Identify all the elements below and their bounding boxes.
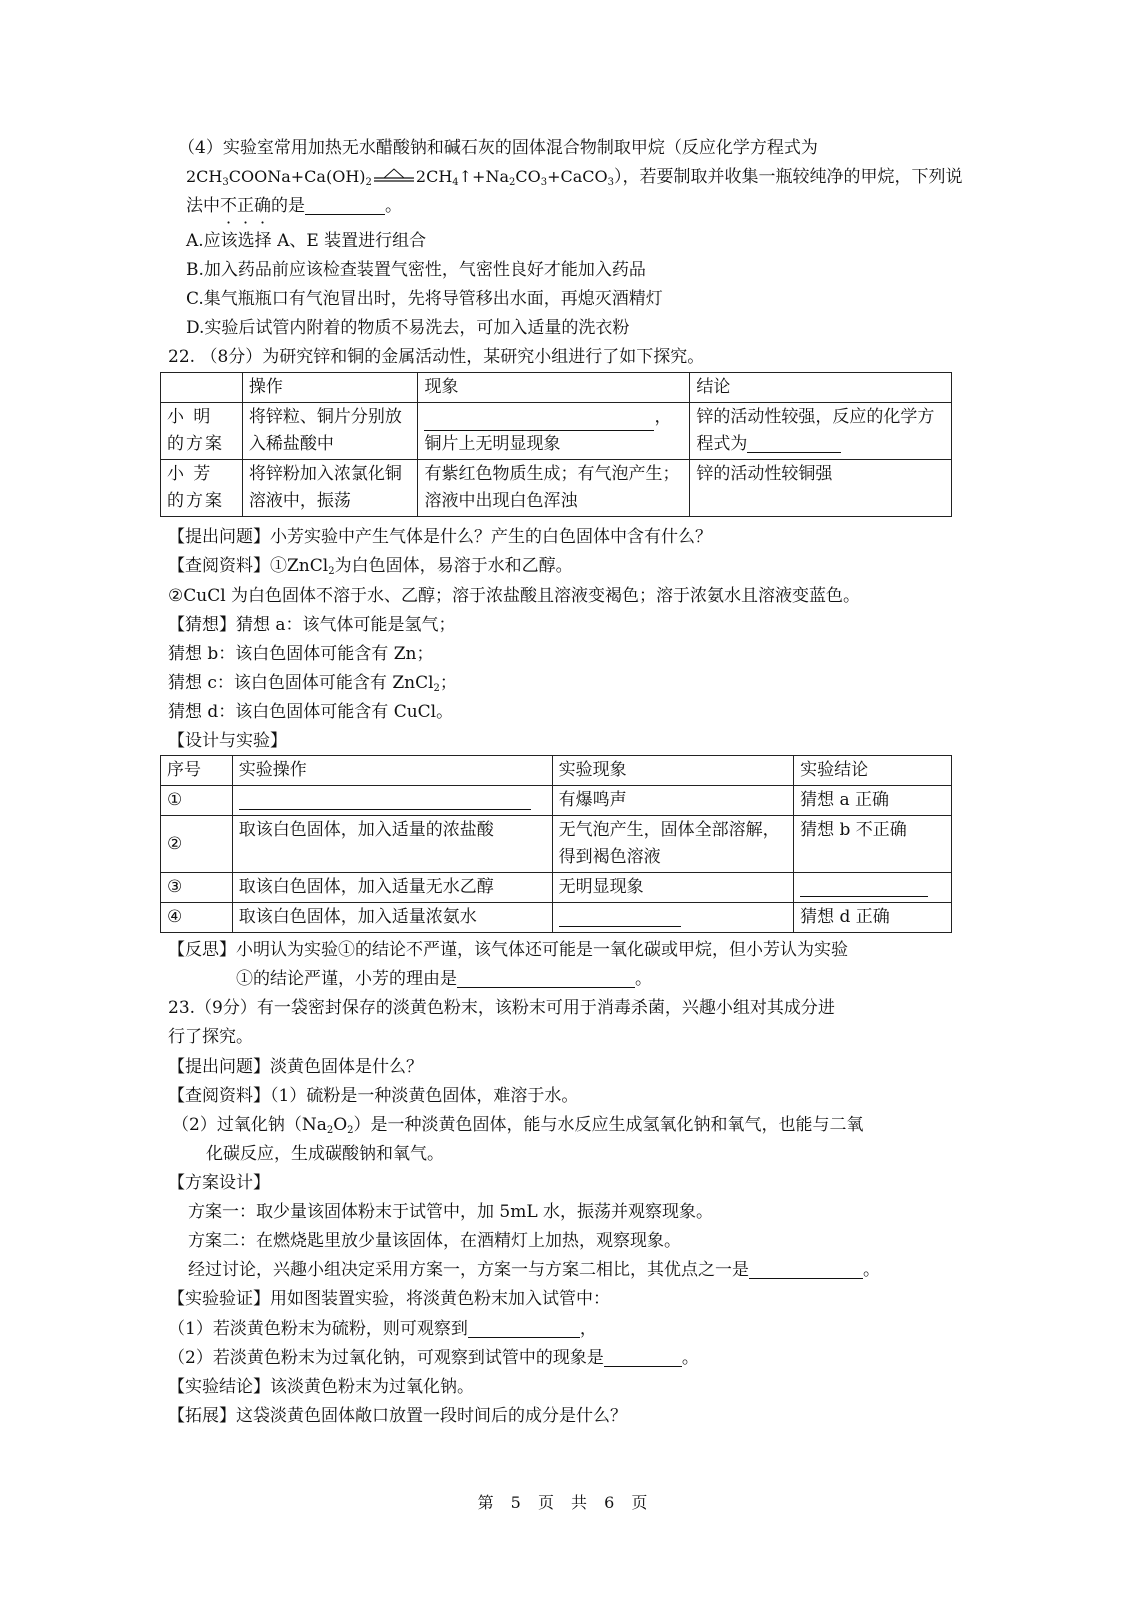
q21-option-b: B.加入药品前应该检查装置气密性，气密性良好才能加入药品 [186, 260, 646, 280]
table-cell: 有爆鸣声 [552, 786, 793, 816]
table-row [161, 903, 952, 933]
table-cell: 取该白色固体，加入适量无水乙醇 [232, 873, 552, 903]
table-cell: ， 铜片上无明显现象 [418, 403, 690, 460]
table-cell: 有紫红色物质生成；有气泡产生；溶液中出现白色浑浊 [418, 460, 690, 517]
table-cell: 猜想 a 正确 [794, 786, 952, 816]
table-cell: 锌的活动性较强，反应的化学方程式为 [690, 403, 952, 460]
answer-blank[interactable] [604, 1348, 682, 1367]
table-cell: 猜想 d 正确 [794, 903, 952, 933]
q21-option-a: A.应该选择 A、E 装置进行组合 [186, 231, 427, 251]
table-row [161, 460, 952, 517]
table-cell: 取该白色固体，加入适量的浓盐酸 [232, 816, 552, 873]
q21-option-d: D.实验后试管内附着的物质不易洗去，可加入适量的洗衣粉 [186, 318, 630, 338]
table-header-cell [161, 373, 243, 403]
table-row [161, 756, 952, 786]
table-header-cell: 现象 [418, 373, 690, 403]
table-cell: 无气泡产生，固体全部溶解，得到褐色溶液 [552, 816, 793, 873]
q23-v2: （2）若淡黄色粉末为过氧化钠，可观察到试管中的现象是 。 [168, 1348, 699, 1368]
table-cell [552, 903, 793, 933]
table-cell: ① [161, 786, 233, 816]
q21-4-line3: 法中不正确的是 。 [186, 196, 402, 216]
table-row [161, 403, 952, 460]
q23-plan2: 方案二：在燃烧匙里放少量该固体，在酒精灯上加热，观察现象。 [188, 1231, 681, 1251]
q22-guess-a: 【猜想】猜想 a：该气体可能是氢气； [168, 615, 456, 635]
table-cell: 猜想 b 不正确 [794, 816, 952, 873]
table-header-cell: 结论 [690, 373, 952, 403]
table-cell: 小 芳 的方案 [161, 460, 243, 517]
table-cell: ④ [161, 903, 233, 933]
table-cell: 取该白色固体，加入适量浓氨水 [232, 903, 552, 933]
table-row [161, 816, 952, 873]
answer-blank[interactable] [305, 196, 385, 215]
q22-ask: 【提出问题】小芳实验中产生气体是什么？产生的白色固体中含有什么？ [168, 527, 712, 547]
table-header-cell: 序号 [161, 756, 233, 786]
table-row [161, 873, 952, 903]
q22-info1: 【查阅资料】①ZnCl$_2$为白色固体，易溶于水和乙醇。 [168, 556, 573, 577]
q23-verify: 【实验验证】用如图装置实验，将淡黄色粉末加入试管中： [168, 1289, 610, 1309]
answer-blank[interactable] [749, 1260, 863, 1279]
answer-blank[interactable] [468, 1319, 580, 1338]
q23-extend: 【拓展】这袋淡黄色固体敞口放置一段时间后的成分是什么？ [168, 1406, 627, 1426]
table-cell [232, 786, 552, 816]
table-cell: 小 明 的方案 [161, 403, 243, 460]
table-row [161, 786, 952, 816]
q23-line1: 23.（9分）有一袋密封保存的淡黄色粉末，该粉末可用于消毒杀菌，兴趣小组对其成分进 [168, 998, 835, 1018]
q23-info1: 【查阅资料】（1）硫粉是一种淡黄色固体，难溶于水。 [168, 1086, 579, 1106]
table-cell: 无明显现象 [552, 873, 793, 903]
q22-reflect2: ①的结论严谨，小芳的理由是 。 [236, 969, 652, 989]
table-header-cell: 实验现象 [552, 756, 793, 786]
q23-info2: （2）过氧化钠$(Na_2O_2)$是一种淡黄色固体，能与水反应生成氢氧化钠和氧气，也能与二氧 [172, 1115, 864, 1136]
q23-v1: （1）若淡黄色粉末为硫粉，则可观察到 ， [168, 1319, 597, 1339]
q23-plan1: 方案一：取少量该固体粉末于试管中，加 5mL 水，振荡并观察现象。 [188, 1202, 714, 1222]
table-cell: 将锌粉加入浓氯化铜溶液中，振荡 [242, 460, 418, 517]
q21-option-c: C.集气瓶瓶口有气泡冒出时，先将导管移出水面，再熄灭酒精灯 [186, 289, 663, 309]
table-header-cell: 实验结论 [794, 756, 952, 786]
q22-table2 [160, 755, 952, 933]
answer-blank[interactable] [457, 969, 635, 988]
table-cell: ② [161, 816, 233, 873]
table-header-cell: 操作 [242, 373, 418, 403]
q23-plan3: 经过讨论，兴趣小组决定采用方案一，方案一与方案二相比，其优点之一是 。 [188, 1260, 880, 1280]
heat-equals-sign-icon [372, 166, 416, 184]
q23-info3: 化碳反应，生成碳酸钠和氧气。 [206, 1144, 444, 1164]
table-cell: 锌的活动性较铜强 [690, 460, 952, 517]
page-footer: 第 5 页 共 6 页 [477, 1493, 654, 1512]
answer-blank[interactable] [239, 789, 531, 810]
q22-table1 [160, 372, 952, 517]
q22-guess-b: 猜想 b：该白色固体可能含有 Zn； [168, 644, 434, 664]
table-row [161, 373, 952, 403]
table-cell [794, 873, 952, 903]
q22-reflect1: 【反思】小明认为实验①的结论不严谨，该气体还可能是一氧化碳或甲烷，但小芳认为实验 [168, 940, 848, 960]
q23-line2: 行了探究。 [168, 1027, 253, 1047]
q22-info2: ②CuCl 为白色固体不溶于水、乙醇；溶于浓盐酸且溶液变褐色；溶于浓氨水且溶液变蓝色。 [168, 586, 861, 606]
table-cell: ③ [161, 873, 233, 903]
q22-title: 22. （8分）为研究锌和铜的金属活动性，某研究小组进行了如下探究。 [168, 347, 705, 367]
q21-4-equation-line: $2CH_3COONa+Ca(OH)_2$ $2CH_4↑+Na_2CO_3+CaCO_3$），若要制取并收集一瓶较纯净的甲烷，下列说 [186, 167, 963, 188]
table-header-cell: 实验操作 [232, 756, 552, 786]
table-cell: 将锌粒、铜片分别放入稀盐酸中 [242, 403, 418, 460]
answer-blank[interactable] [747, 434, 841, 453]
q22-guess-c: 猜想 c：该白色固体可能含有 ZnCl$_2$； [168, 673, 457, 694]
answer-blank[interactable] [559, 906, 681, 927]
answer-blank[interactable] [424, 412, 654, 431]
answer-blank[interactable] [800, 876, 928, 897]
q22-guess-d: 猜想 d：该白色固体可能含有 CuCl。 [168, 702, 454, 722]
q23-conclusion: 【实验结论】该淡黄色粉末为过氧化钠。 [168, 1377, 474, 1397]
q22-design: 【设计与实验】 [168, 731, 287, 751]
q23-plan: 【方案设计】 [168, 1173, 270, 1193]
q23-ask: 【提出问题】淡黄色固体是什么？ [168, 1057, 423, 1077]
q21-4-line1: （4）实验室常用加热无水醋酸钠和碱石灰的固体混合物制取甲烷（反应化学方程式为 [178, 138, 818, 158]
